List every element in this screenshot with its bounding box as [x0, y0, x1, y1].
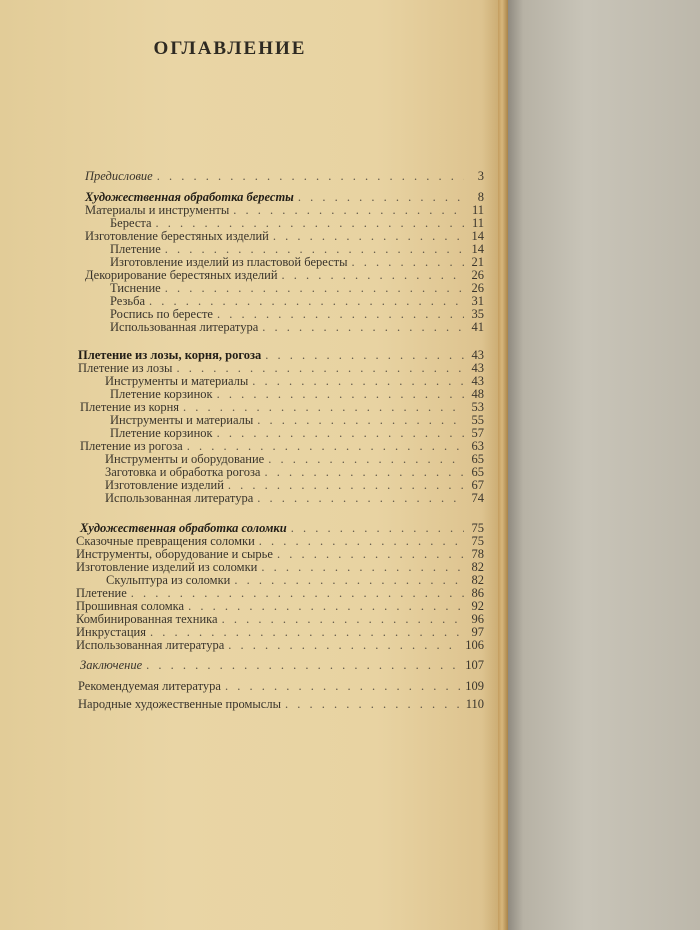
- toc-page-number: 63: [471, 439, 484, 453]
- leader-dots: [273, 230, 464, 243]
- leader-dots: [264, 466, 464, 479]
- toc-page-number: 41: [471, 320, 484, 334]
- toc-page-number: 75: [471, 534, 484, 548]
- toc-entry-title: Сказочные превращения соломки: [76, 534, 255, 548]
- toc-page-number: 11: [471, 203, 484, 217]
- toc-entry-title: Декорирование берестяных изделий: [85, 268, 278, 282]
- toc-page-number: 26: [471, 268, 484, 282]
- toc-entry-title: Резьба: [110, 294, 146, 308]
- toc-page-number: 86: [471, 586, 484, 600]
- toc-entry-title: Береста: [110, 216, 152, 230]
- toc-page-number: 43: [471, 374, 484, 388]
- toc-page-number: 74: [471, 491, 484, 505]
- toc-entry-title: Плетение корзинок: [110, 387, 213, 401]
- toc-entry-title: Художественная обработка бересты: [85, 190, 294, 204]
- toc-entry-title: Плетение из корня: [80, 400, 180, 414]
- toc-entry-title: Предисловие: [85, 169, 153, 183]
- toc-entry-title: Прошивная соломка: [76, 599, 185, 613]
- toc-page-number: 3: [477, 169, 484, 183]
- toc-page-number: 26: [471, 281, 484, 295]
- toc-page-number: 35: [471, 307, 484, 321]
- page-edge: [498, 0, 508, 930]
- leader-dots: [188, 600, 464, 613]
- toc-page-number: 43: [471, 348, 484, 362]
- leader-dots: [291, 522, 464, 535]
- leader-dots: [233, 204, 464, 217]
- toc-page-number: 65: [471, 465, 484, 479]
- book-cover: [508, 0, 700, 930]
- toc-entry-title: Изготовление изделий: [105, 478, 224, 492]
- toc-page-number: 8: [477, 190, 484, 204]
- leader-dots: [261, 561, 464, 574]
- toc-entry: [110, 282, 484, 295]
- toc-page-number: 82: [471, 573, 484, 587]
- page-title: ОГЛАВЛЕНИЕ: [153, 38, 307, 59]
- leader-dots: [228, 479, 464, 492]
- toc-page-number: 82: [471, 560, 484, 574]
- toc-entry-title: Использованная литература: [110, 320, 259, 334]
- toc-page-number: 11: [471, 216, 484, 230]
- toc-page-number: 21: [471, 255, 484, 269]
- toc-entry-title: Заготовка и обработка рогоза: [105, 465, 261, 479]
- toc-page-number: 48: [471, 387, 484, 401]
- toc-entry-title: Инкрустация: [76, 625, 146, 639]
- leader-dots: [298, 191, 464, 204]
- leader-dots: [225, 680, 461, 693]
- toc-entry: [78, 698, 484, 711]
- toc-entry: [110, 321, 484, 334]
- leader-dots: [265, 349, 464, 362]
- toc-page-number: 96: [471, 612, 484, 626]
- toc-page-number: 106: [465, 638, 484, 652]
- toc-entry-title: Плетение из лозы: [78, 361, 173, 375]
- toc-entry: [85, 170, 484, 183]
- toc-entry: [76, 639, 484, 652]
- toc-page-number: 78: [471, 547, 484, 561]
- leader-dots: [146, 659, 461, 672]
- toc-entry-title: Инструменты и материалы: [110, 413, 254, 427]
- leader-dots: [282, 269, 464, 282]
- toc-page-number: 107: [465, 658, 484, 672]
- toc-page-number: 75: [471, 521, 484, 535]
- leader-dots: [262, 321, 464, 334]
- toc-page-number: 92: [471, 599, 484, 613]
- toc-entry-title: Заключение: [80, 658, 143, 672]
- toc-page-number: 55: [471, 413, 484, 427]
- toc-page-number: 31: [471, 294, 484, 308]
- leader-dots: [257, 414, 464, 427]
- toc-page-number: 65: [471, 452, 484, 466]
- toc-entry-title: Материалы и инструменты: [85, 203, 230, 217]
- leader-dots: [277, 548, 464, 561]
- toc-entry-title: Скульптура из соломки: [106, 573, 231, 587]
- toc-entry-title: Рекомендуемая литература: [78, 679, 221, 693]
- leader-dots: [157, 170, 464, 183]
- toc-entry: [106, 574, 484, 587]
- toc-entry: [105, 492, 484, 505]
- leader-dots: [352, 256, 464, 269]
- toc-entry: [78, 680, 484, 693]
- leader-dots: [222, 613, 464, 626]
- toc-entry: [80, 659, 484, 672]
- leader-dots: [234, 574, 464, 587]
- toc-entry-title: Народные художественные промыслы: [78, 697, 281, 711]
- toc-entry-title: Инструменты и оборудование: [105, 452, 265, 466]
- toc-entry-title: Плетение: [76, 586, 127, 600]
- leader-dots: [259, 535, 464, 548]
- toc-page-number: 14: [471, 229, 484, 243]
- toc-entry-title: Изготовление берестяных изделий: [85, 229, 269, 243]
- toc-page-number: 43: [471, 361, 484, 375]
- leader-dots: [285, 698, 462, 711]
- toc-entry-title: Плетение из лозы, корня, рогоза: [78, 348, 262, 362]
- leader-dots: [268, 453, 464, 466]
- leader-dots: [252, 375, 464, 388]
- leader-dots: [217, 388, 464, 401]
- toc-entry-title: Использованная литература: [76, 638, 225, 652]
- leader-dots: [257, 492, 464, 505]
- toc-entry-title: Плетение из рогоза: [80, 439, 183, 453]
- toc-page-number: 57: [471, 426, 484, 440]
- toc-entry-title: Изготовление изделий из соломки: [76, 560, 258, 574]
- toc-entry-title: Инструменты, оборудование и сырье: [76, 547, 273, 561]
- toc-page-number: 97: [471, 625, 484, 639]
- toc-entry-title: Тиснение: [110, 281, 161, 295]
- toc-page-number: 67: [471, 478, 484, 492]
- toc-entry-title: Использованная литература: [105, 491, 254, 505]
- leader-dots: [217, 427, 464, 440]
- toc-page-number: 53: [471, 400, 484, 414]
- toc-page-number: 109: [465, 679, 484, 693]
- leader-dots: [228, 639, 461, 652]
- toc-page-number: 14: [471, 242, 484, 256]
- leader-dots: [165, 282, 464, 295]
- toc-entry-title: Инструменты и материалы: [105, 374, 249, 388]
- toc-entry-title: Плетение корзинок: [110, 426, 213, 440]
- toc-page-number: 110: [465, 697, 484, 711]
- toc-entry-title: Комбинированная техника: [76, 612, 218, 626]
- toc-entry-title: Плетение: [110, 242, 161, 256]
- toc-entry-title: Художественная обработка соломки: [80, 521, 287, 535]
- toc-entry-title: Роспись по бересте: [110, 307, 213, 321]
- toc-entry-title: Изготовление изделий из пластовой бересты: [110, 255, 348, 269]
